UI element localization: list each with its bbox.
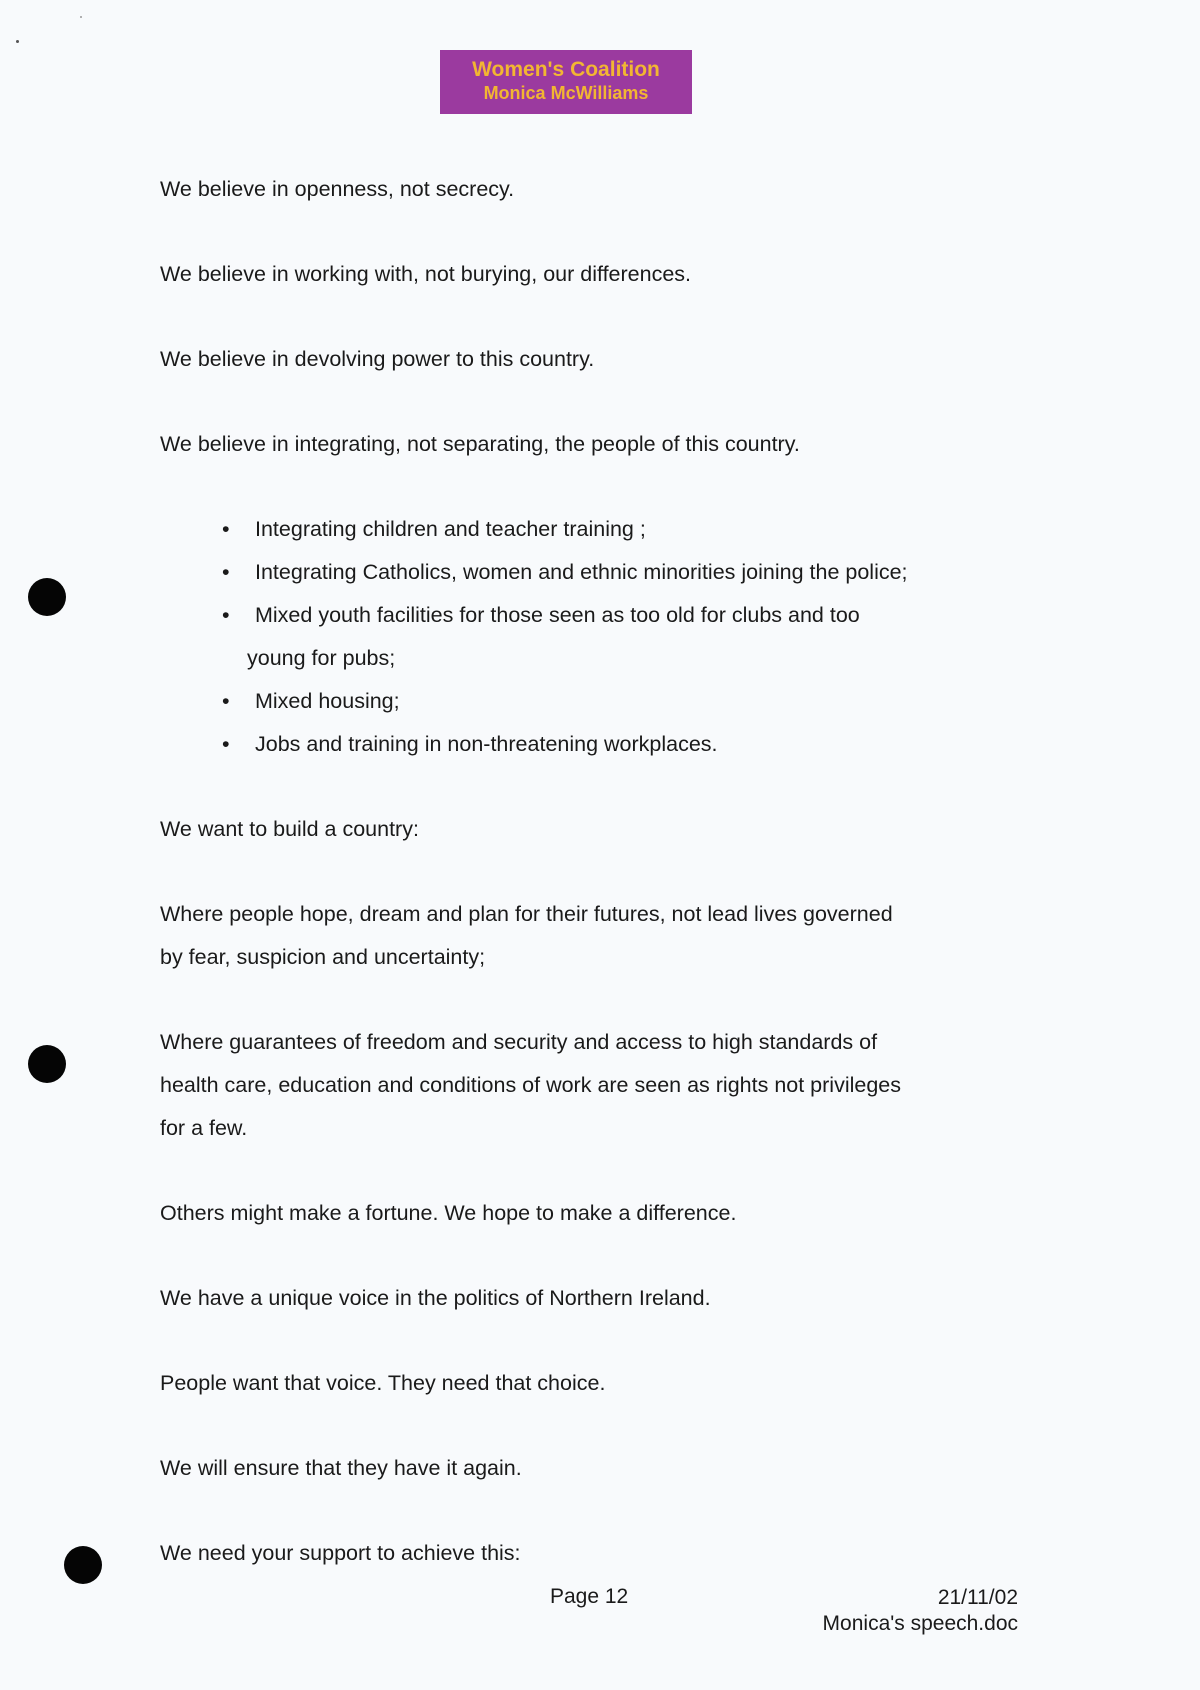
footer-meta [823,1585,1018,1637]
footer-filename: Monica's speech.doc [822,1612,1018,1635]
bullet-icon: • [222,560,230,584]
list-item-text: Integrating children and teacher training ; [255,517,646,541]
paragraph: We believe in working with, not burying, our differences. [160,262,692,286]
paragraph [160,893,1020,979]
list-item [222,594,1020,680]
list-item [222,508,1020,551]
coalition-logo [440,50,692,114]
paragraph: We need your support to achieve this: [160,1541,521,1565]
punch-hole [64,1546,102,1584]
paragraph-line: Where people hope, dream and plan for their futures, not lead lives governed [160,902,893,926]
paragraph: We believe in integrating, not separating, the people of this country. [160,432,800,456]
punch-hole [28,578,66,616]
bullet-icon: • [222,603,230,627]
integration-list [160,508,1020,766]
list-item [222,723,1020,766]
paragraph-line: health care, education and conditions of work are seen as rights not privileges [160,1073,901,1097]
paragraph: We believe in devolving power to this country. [160,347,595,371]
footer-date: 21/11/02 [937,1586,1018,1609]
speech-body [160,168,1020,1617]
scan-speck [80,16,82,18]
list-item-continuation: young for pubs; [247,646,396,670]
paragraph: People want that voice. They need that choice. [160,1371,606,1395]
paragraph: Others might make a fortune. We hope to make a difference. [160,1201,737,1225]
bullet-icon: • [222,689,230,713]
punch-hole [28,1045,66,1083]
bullet-icon: • [222,517,230,541]
paragraph: We will ensure that they have it again. [160,1456,522,1480]
paragraph-line: for a few. [160,1116,248,1140]
list-item [222,680,1020,723]
paragraph: We want to build a country: [160,817,419,841]
paragraph [160,1021,1020,1150]
list-item-text: Integrating Catholics, women and ethnic minorities joining the police; [255,560,908,584]
paragraph-line: Where guarantees of freedom and security and access to high standards of [160,1030,878,1054]
list-item [222,551,1020,594]
page-number: Page 12 [550,1585,629,1608]
list-item-text: Mixed youth facilities for those seen as too old for clubs and too [255,603,860,627]
logo-title: Women's Coalition [472,58,660,81]
list-item-text: Mixed housing; [255,689,400,713]
paragraph: We have a unique voice in the politics of Northern Ireland. [160,1286,711,1310]
scan-speck [16,40,19,43]
paragraph-line: by fear, suspicion and uncertainty; [160,945,486,969]
logo-subtitle: Monica McWilliams [483,83,649,103]
bullet-icon: • [222,732,230,756]
paragraph: We believe in openness, not secrecy. [160,177,515,201]
list-item-text: Jobs and training in non-threatening workplaces. [255,732,718,756]
